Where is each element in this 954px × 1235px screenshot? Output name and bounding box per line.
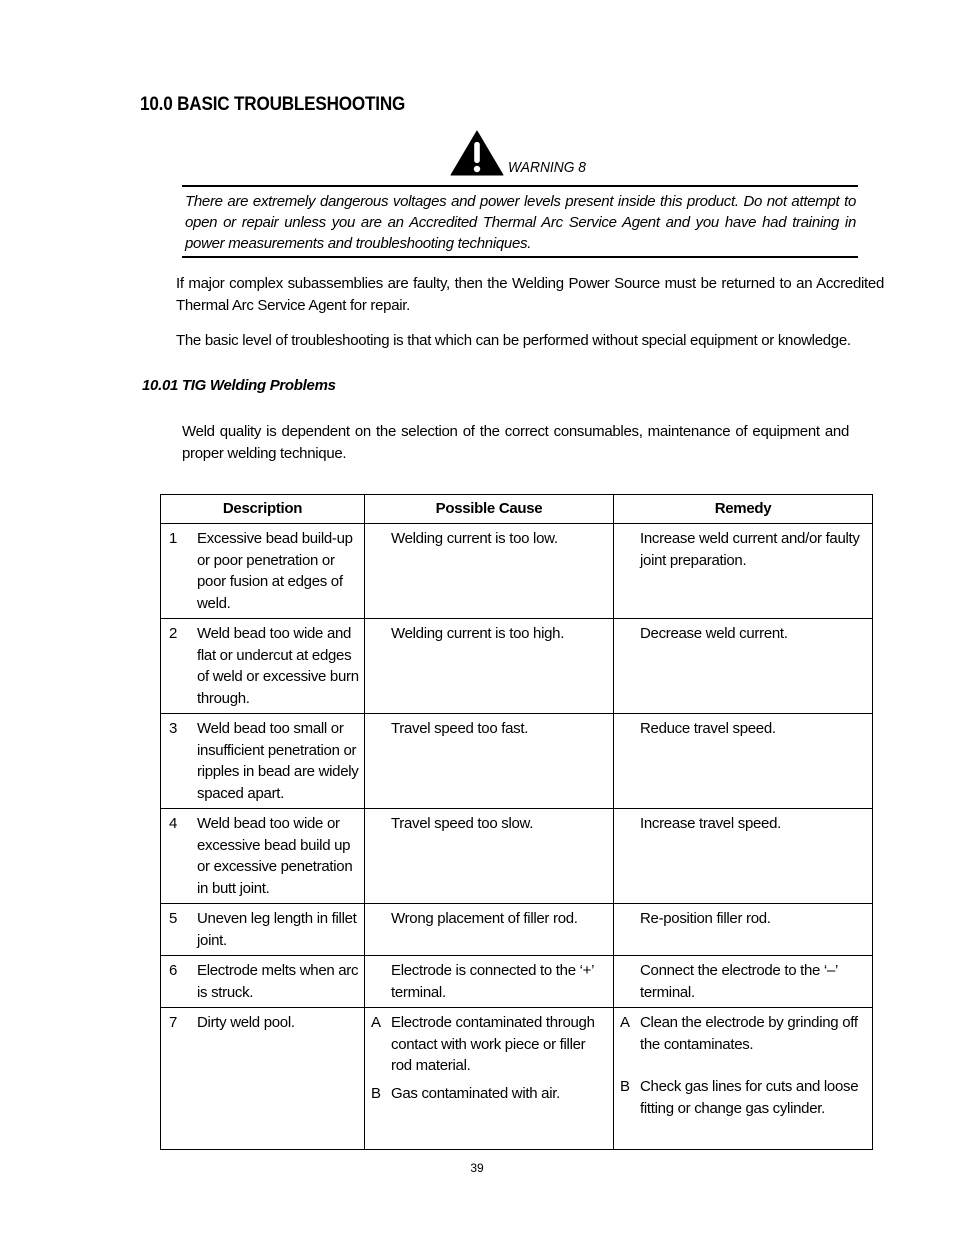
warning-header bbox=[450, 128, 593, 176]
row-description: Uneven leg length in fillet joint. bbox=[197, 910, 357, 949]
subsection-intro: Weld quality is dependent on the selection of the correct consumables, maintenance of equipment and proper welding technique. bbox=[182, 423, 849, 462]
section-title: 10.0 BASIC TROUBLESHOOTING bbox=[140, 94, 406, 115]
header-possible-cause: Possible Cause bbox=[365, 495, 614, 524]
table-row bbox=[161, 956, 873, 1008]
row-description: Weld bead too small or insufficient penetration or ripples in bead are widely spaced apart. bbox=[197, 720, 359, 802]
troubleshooting-table bbox=[160, 494, 873, 1150]
row-remedy: Increase travel speed. bbox=[640, 815, 781, 832]
row-description: Weld bead too wide or excessive bead build up or excessive penetration in butt joint. bbox=[197, 815, 353, 897]
row-remedy: Connect the electrode to the ‘–’ terminal. bbox=[640, 962, 838, 1001]
table-row bbox=[161, 524, 873, 619]
cause-letter: B bbox=[371, 1084, 381, 1102]
warning-triangle-icon bbox=[450, 130, 504, 176]
cause-text: Electrode contaminated through contact with work piece or filler rod material. bbox=[391, 1014, 595, 1074]
row-cause: Welding current is too high. bbox=[391, 625, 565, 642]
page-number: 39 bbox=[470, 1161, 484, 1175]
warning-box bbox=[182, 185, 858, 258]
table-row bbox=[161, 809, 873, 904]
row-description: Dirty weld pool. bbox=[197, 1014, 295, 1031]
cause-item bbox=[365, 1012, 613, 1077]
table-row bbox=[161, 619, 873, 714]
remedy-item bbox=[614, 1012, 872, 1076]
cause-letter: A bbox=[371, 1014, 381, 1031]
cause-text: Gas contaminated with air. bbox=[391, 1084, 560, 1102]
row-cause: Electrode is connected to the ‘+’ terminal. bbox=[391, 962, 594, 1001]
row-number: 5 bbox=[169, 910, 178, 927]
row-cause: Wrong placement of filler rod. bbox=[391, 910, 578, 927]
row-number: 3 bbox=[169, 720, 178, 737]
row-remedy: Increase weld current and/or faulty joint preparation. bbox=[640, 530, 860, 569]
row-description: Weld bead too wide and flat or undercut at edges of weld or excessive burn through. bbox=[197, 625, 359, 707]
row-cause: Travel speed too slow. bbox=[391, 815, 534, 832]
table-row bbox=[161, 904, 873, 956]
remedy-letter: B bbox=[620, 1078, 630, 1095]
row-remedy: Re-position filler rod. bbox=[640, 910, 771, 927]
remedy-text: Clean the electrode by grinding off the contaminates. bbox=[640, 1014, 858, 1053]
table-row bbox=[161, 1008, 873, 1150]
warning-text: There are extremely dangerous voltages and power levels present inside this product. Do not attempt to open or repair unless you are an Accredited Thermal Arc Service Agent and you have had training in power measurements and troubleshooting techniques. bbox=[185, 193, 856, 252]
row-description: Electrode melts when arc is struck. bbox=[197, 962, 359, 1001]
row-remedy: Decrease weld current. bbox=[640, 625, 788, 642]
paragraph-subassemblies: If major complex subassemblies are faulty, then the Welding Power Source must be returned to an Accredited Thermal Arc Service Agent for repair. bbox=[176, 275, 884, 314]
table-header-row bbox=[161, 495, 873, 524]
subsection-title: 10.01 TIG Welding Problems bbox=[142, 377, 336, 394]
row-number: 6 bbox=[169, 962, 178, 979]
remedy-letter: A bbox=[620, 1014, 630, 1031]
row-description: Excessive bead build-up or poor penetration or poor fusion at edges of weld. bbox=[197, 530, 353, 612]
row-number: 4 bbox=[169, 815, 178, 832]
row-number: 2 bbox=[169, 625, 178, 642]
row-cause: Welding current is too low. bbox=[391, 530, 558, 547]
paragraph-basic-level: The basic level of troubleshooting is that which can be performed without special equipment or knowledge. bbox=[176, 332, 851, 349]
remedy-text: Check gas lines for cuts and loose fitting or change gas cylinder. bbox=[640, 1078, 859, 1117]
warning-label: WARNING 8 bbox=[508, 159, 586, 176]
row-remedy: Reduce travel speed. bbox=[640, 720, 776, 737]
header-remedy: Remedy bbox=[614, 495, 873, 524]
row-cause: Travel speed too fast. bbox=[391, 720, 529, 737]
row-number: 1 bbox=[169, 530, 178, 547]
row-number: 7 bbox=[169, 1014, 178, 1031]
remedy-item bbox=[614, 1076, 872, 1119]
table-row bbox=[161, 714, 873, 809]
header-description: Description bbox=[161, 495, 365, 524]
cause-item bbox=[365, 1083, 613, 1105]
